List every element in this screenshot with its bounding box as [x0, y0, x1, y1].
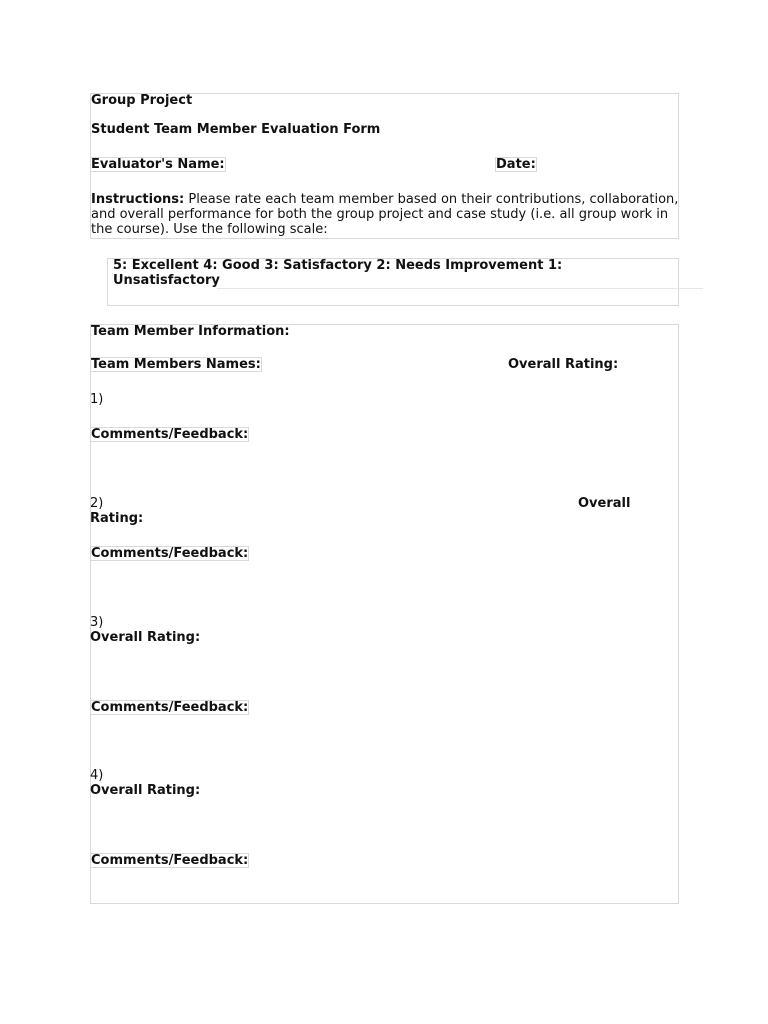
member-3-comments-field[interactable]: Comments/Feedback: — [91, 700, 249, 715]
instructions-text: Please rate each team member based on their contributions, collaboration, and overall performance for both the group project and case study (i.e. all group work in the course). Use the following scale: — [91, 192, 679, 237]
member-2-comments-field[interactable]: Comments/Feedback: — [91, 546, 249, 561]
team-member-section — [90, 324, 679, 904]
date-label — [495, 157, 537, 172]
team-member-info-title: Team Member Information: — [91, 324, 290, 339]
member-3-rating-label: Overall Rating: — [90, 630, 201, 645]
member-4-rating-label: Overall Rating: — [90, 783, 201, 798]
member-4-comments-label — [90, 853, 249, 868]
member-4-comments-field[interactable]: Comments/Feedback: — [91, 853, 249, 868]
evaluator-name-field[interactable]: Evaluator's Name: — [91, 157, 225, 172]
scale-divider — [217, 288, 703, 289]
member-4-number: 4) — [90, 768, 104, 783]
member-2-number: 2) — [90, 496, 104, 511]
member-1-number: 1) — [90, 392, 104, 407]
member-2-rating-label-part1: Overall — [578, 496, 631, 511]
date-field[interactable]: Date: — [496, 157, 536, 172]
form-title: Student Team Member Evaluation Form — [91, 122, 381, 137]
member-3-comments-label — [90, 700, 249, 715]
group-project-heading: Group Project — [91, 93, 193, 108]
member-2-rating-label-part2: Rating: — [90, 511, 144, 526]
member-3-number: 3) — [90, 615, 104, 630]
team-members-names-field[interactable]: Team Members Names: — [91, 357, 261, 372]
member-2-comments-label — [90, 546, 249, 561]
instructions-paragraph — [91, 192, 679, 237]
instructions-label: Instructions: — [91, 192, 185, 207]
overall-rating-header: Overall Rating: — [508, 357, 619, 372]
evaluator-name-label — [90, 157, 226, 172]
rating-scale-line2: Unsatisfactory — [113, 273, 220, 288]
team-members-names-label — [90, 357, 262, 372]
member-1-comments-field[interactable]: Comments/Feedback: — [91, 427, 249, 442]
rating-scale-line1: 5: Excellent 4: Good 3: Satisfactory 2: Needs Improvement 1: — [113, 258, 563, 273]
member-1-comments-label — [90, 427, 249, 442]
